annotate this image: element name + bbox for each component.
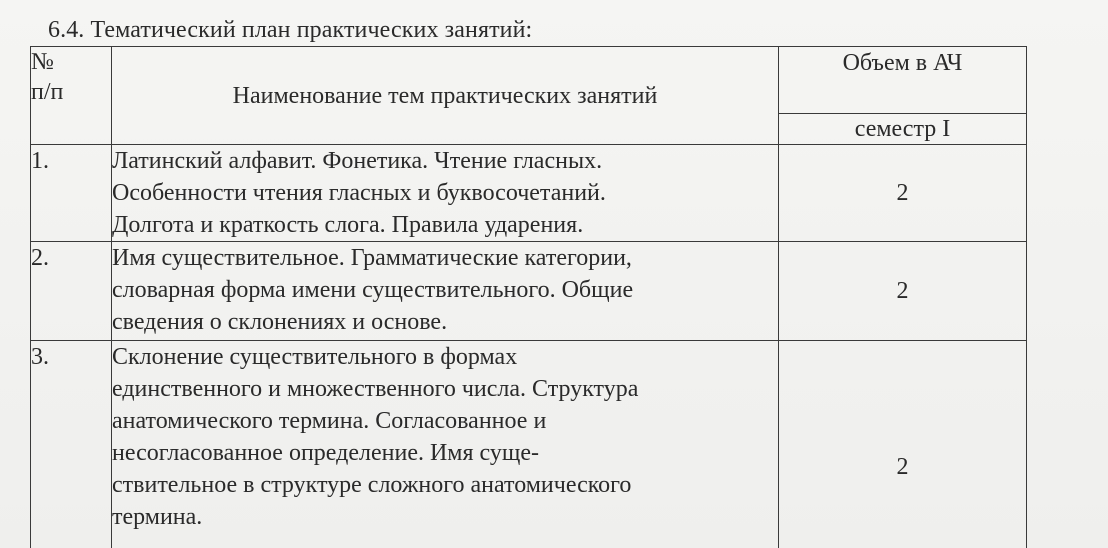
topic-line: термина. (112, 504, 203, 530)
row-hours: 2 (779, 145, 1027, 242)
topic-line: ствительное в структуре сложного анатомического (112, 472, 632, 498)
header-number-symbol: № (31, 49, 54, 75)
row-number: 2. (31, 242, 112, 341)
topic-line: несогласованное определение. Имя суще- (112, 440, 539, 466)
topic-line: единственного и множественного числа. Структура (112, 376, 639, 402)
table-row (31, 145, 1027, 242)
topic-line: Имя существительное. Грамматические категории, (112, 245, 632, 271)
row-number: 1. (31, 145, 112, 242)
topic-line: анатомического термина. Согласованное и (112, 408, 547, 434)
header-topic-name: Наименование тем практических занятий (112, 47, 779, 145)
header-number (31, 47, 112, 145)
topic-line: Латинский алфавит. Фонетика. Чтение гласных. (112, 148, 603, 174)
header-semester: семестр I (779, 114, 1027, 145)
row-hours: 2 (779, 242, 1027, 341)
table-header-row (31, 47, 1027, 114)
row-topic (112, 242, 779, 341)
topic-line: Склонение существительного в формах (112, 344, 518, 370)
row-number: 3. (31, 341, 112, 548)
topic-line: словарная форма имени существительного. Общие (112, 277, 634, 303)
table-row (31, 242, 1027, 341)
section-heading: 6.4. Тематический план практических занятий: (48, 17, 533, 43)
row-hours: 2 (779, 341, 1027, 548)
topic-line: сведения о склонениях и основе. (112, 309, 448, 335)
header-number-abbrev: п/п (31, 79, 64, 105)
header-volume: Объем в АЧ (779, 47, 1027, 114)
topic-line: Долгота и краткость слога. Правила ударения. (112, 212, 584, 238)
row-topic (112, 145, 779, 242)
row-topic (112, 341, 779, 548)
topic-line: Особенности чтения гласных и буквосочетаний. (112, 180, 606, 206)
practical-classes-table (30, 46, 1027, 548)
table-row (31, 341, 1027, 548)
